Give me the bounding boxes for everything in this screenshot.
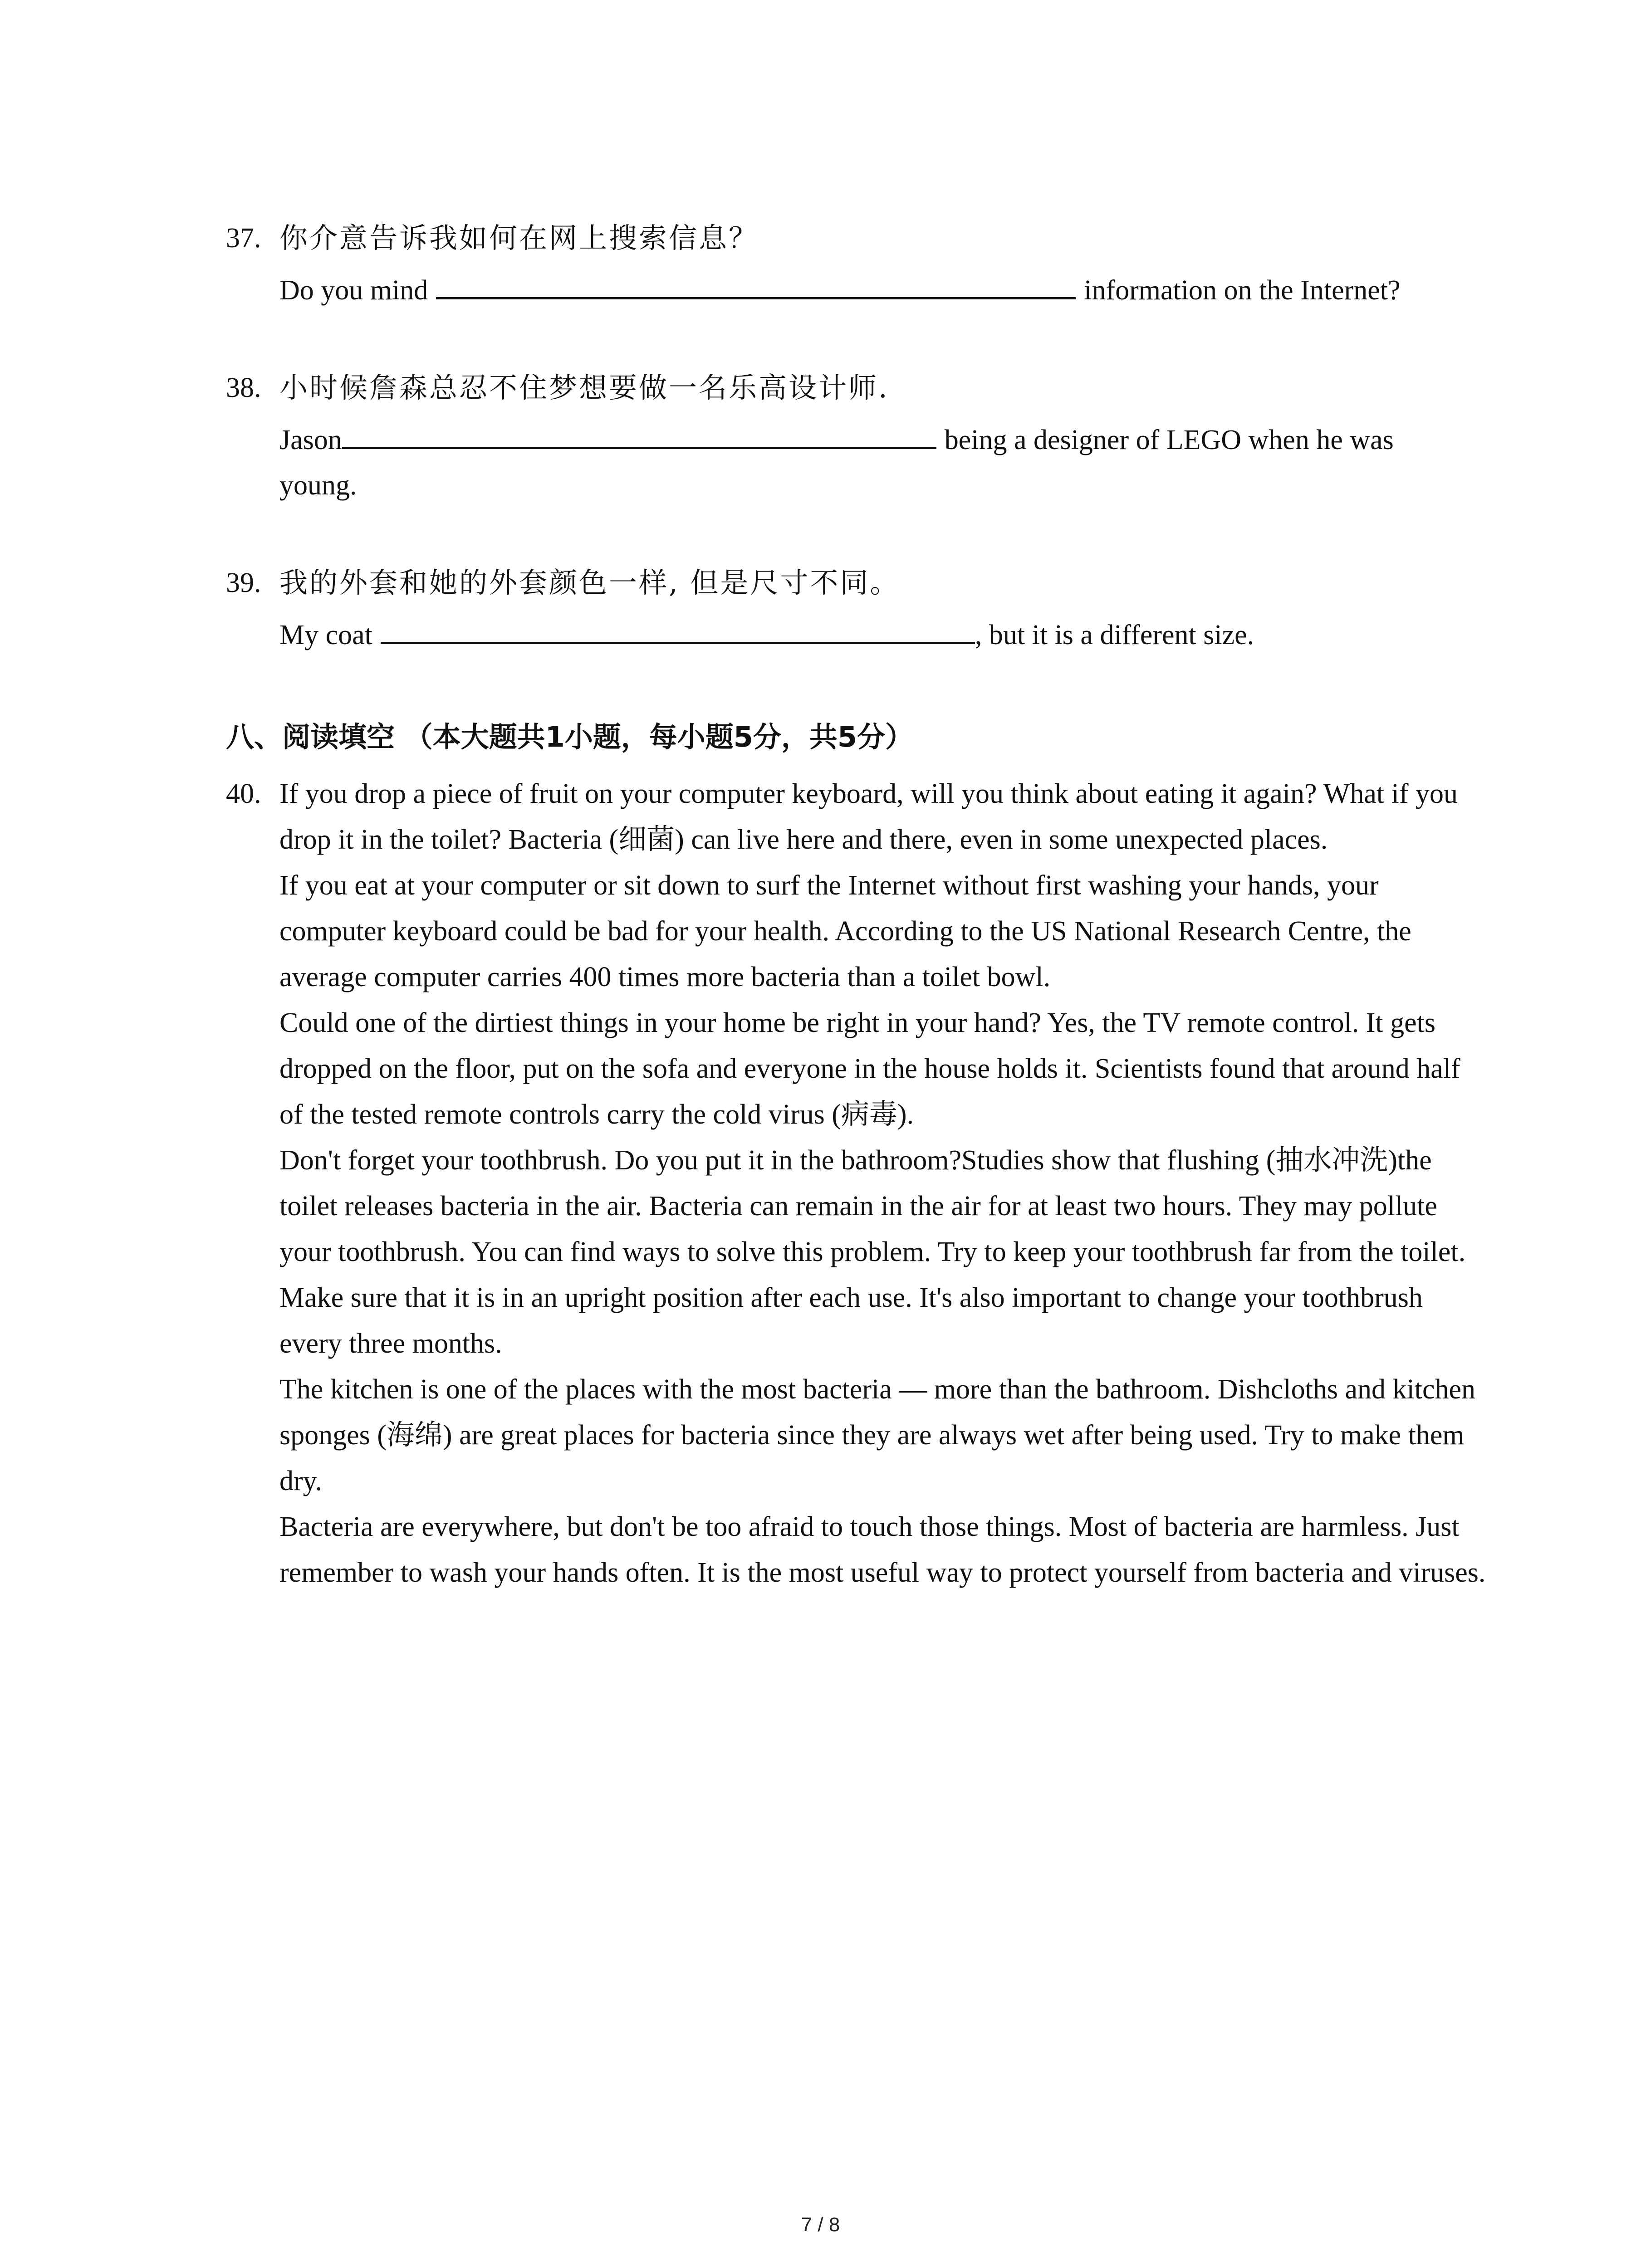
question-39: [226, 560, 1478, 660]
question-number: 40.: [226, 778, 261, 809]
answer-blank[interactable]: [381, 614, 975, 644]
question-sentence: [279, 612, 1254, 658]
question-number: 37.: [226, 223, 261, 254]
section-heading: 八、阅读填空 （本大题共1小题，每小题5分，共5分）: [226, 720, 914, 753]
answer-blank[interactable]: [436, 269, 1076, 299]
passage-paragraph: Bacteria are everywhere, but don't be too afraid to touch those things. Most of bacteria are harmless. Just remember to wash your hands often. It is the most useful way to protect yourself from bacteria and viruses.: [279, 1511, 1486, 1588]
page-number: 7 / 8: [801, 2214, 840, 2236]
sentence-continuation: young.: [279, 470, 357, 501]
question-chinese-prompt: 小时候詹森总忍不住梦想要做一名乐高设计师.: [279, 371, 889, 404]
passage-body: [279, 771, 1486, 1596]
answer-blank[interactable]: [342, 419, 936, 449]
question-sentence: [279, 268, 1401, 313]
sentence-after: information on the Internet?: [1084, 275, 1401, 306]
passage-paragraph: Don't forget your toothbrush. Do you put it in the bathroom?Studies show that flushing (抽水冲洗)the toilet releases bacteria in the air. Bacteria can remain in the air for at least two hours. They may pollute your toothbrush. You can find ways to solve this problem. Try to keep your toothbrush far from the toilet. Make sure that it is in an upright position after each use. It's also important to change your toothbrush every three months.: [279, 1145, 1466, 1359]
question-37: [226, 215, 1478, 315]
sentence-after: being a designer of LEGO when he was: [944, 425, 1394, 455]
question-chinese-prompt: 我的外套和她的外套颜色一样, 但是尺寸不同。: [279, 566, 900, 599]
passage-paragraph: Could one of the dirtiest things in your home be right in your hand? Yes, the TV remote control. It gets dropped on the floor, put on the sofa and everyone in the house holds it. Scientists found that around half of the tested remote controls carry the cold virus (病毒).: [279, 1007, 1460, 1130]
sentence-after: , but it is a different size.: [975, 620, 1254, 650]
passage-paragraph: If you eat at your computer or sit down to surf the Internet without first washing your hands, your computer keyboard could be bad for your health. According to the US National Research Centre, the average computer carries 400 times more bacteria than a toilet bowl.: [279, 870, 1411, 992]
passage-paragraph: The kitchen is one of the places with the most bacteria — more than the bathroom. Dishcloths and kitchen sponges (海绵) are great places for bacteria since they are always wet after being used. Try to make them dry.: [279, 1374, 1475, 1496]
passage-paragraph: If you drop a piece of fruit on your computer keyboard, will you think about eating it again? What if you drop it in the toilet? Bacteria (细菌) can live here and there, even in some unexpected places.: [279, 778, 1458, 855]
question-sentence: [279, 417, 1394, 463]
sentence-before: My coat: [279, 620, 372, 650]
sentence-before: Do you mind: [279, 275, 428, 306]
question-number: 38.: [226, 372, 261, 403]
question-38: [226, 365, 1478, 510]
question-number: 39.: [226, 567, 261, 598]
question-chinese-prompt: 你介意告诉我如何在网上搜索信息？: [279, 221, 759, 254]
sentence-before: Jason: [279, 425, 342, 455]
